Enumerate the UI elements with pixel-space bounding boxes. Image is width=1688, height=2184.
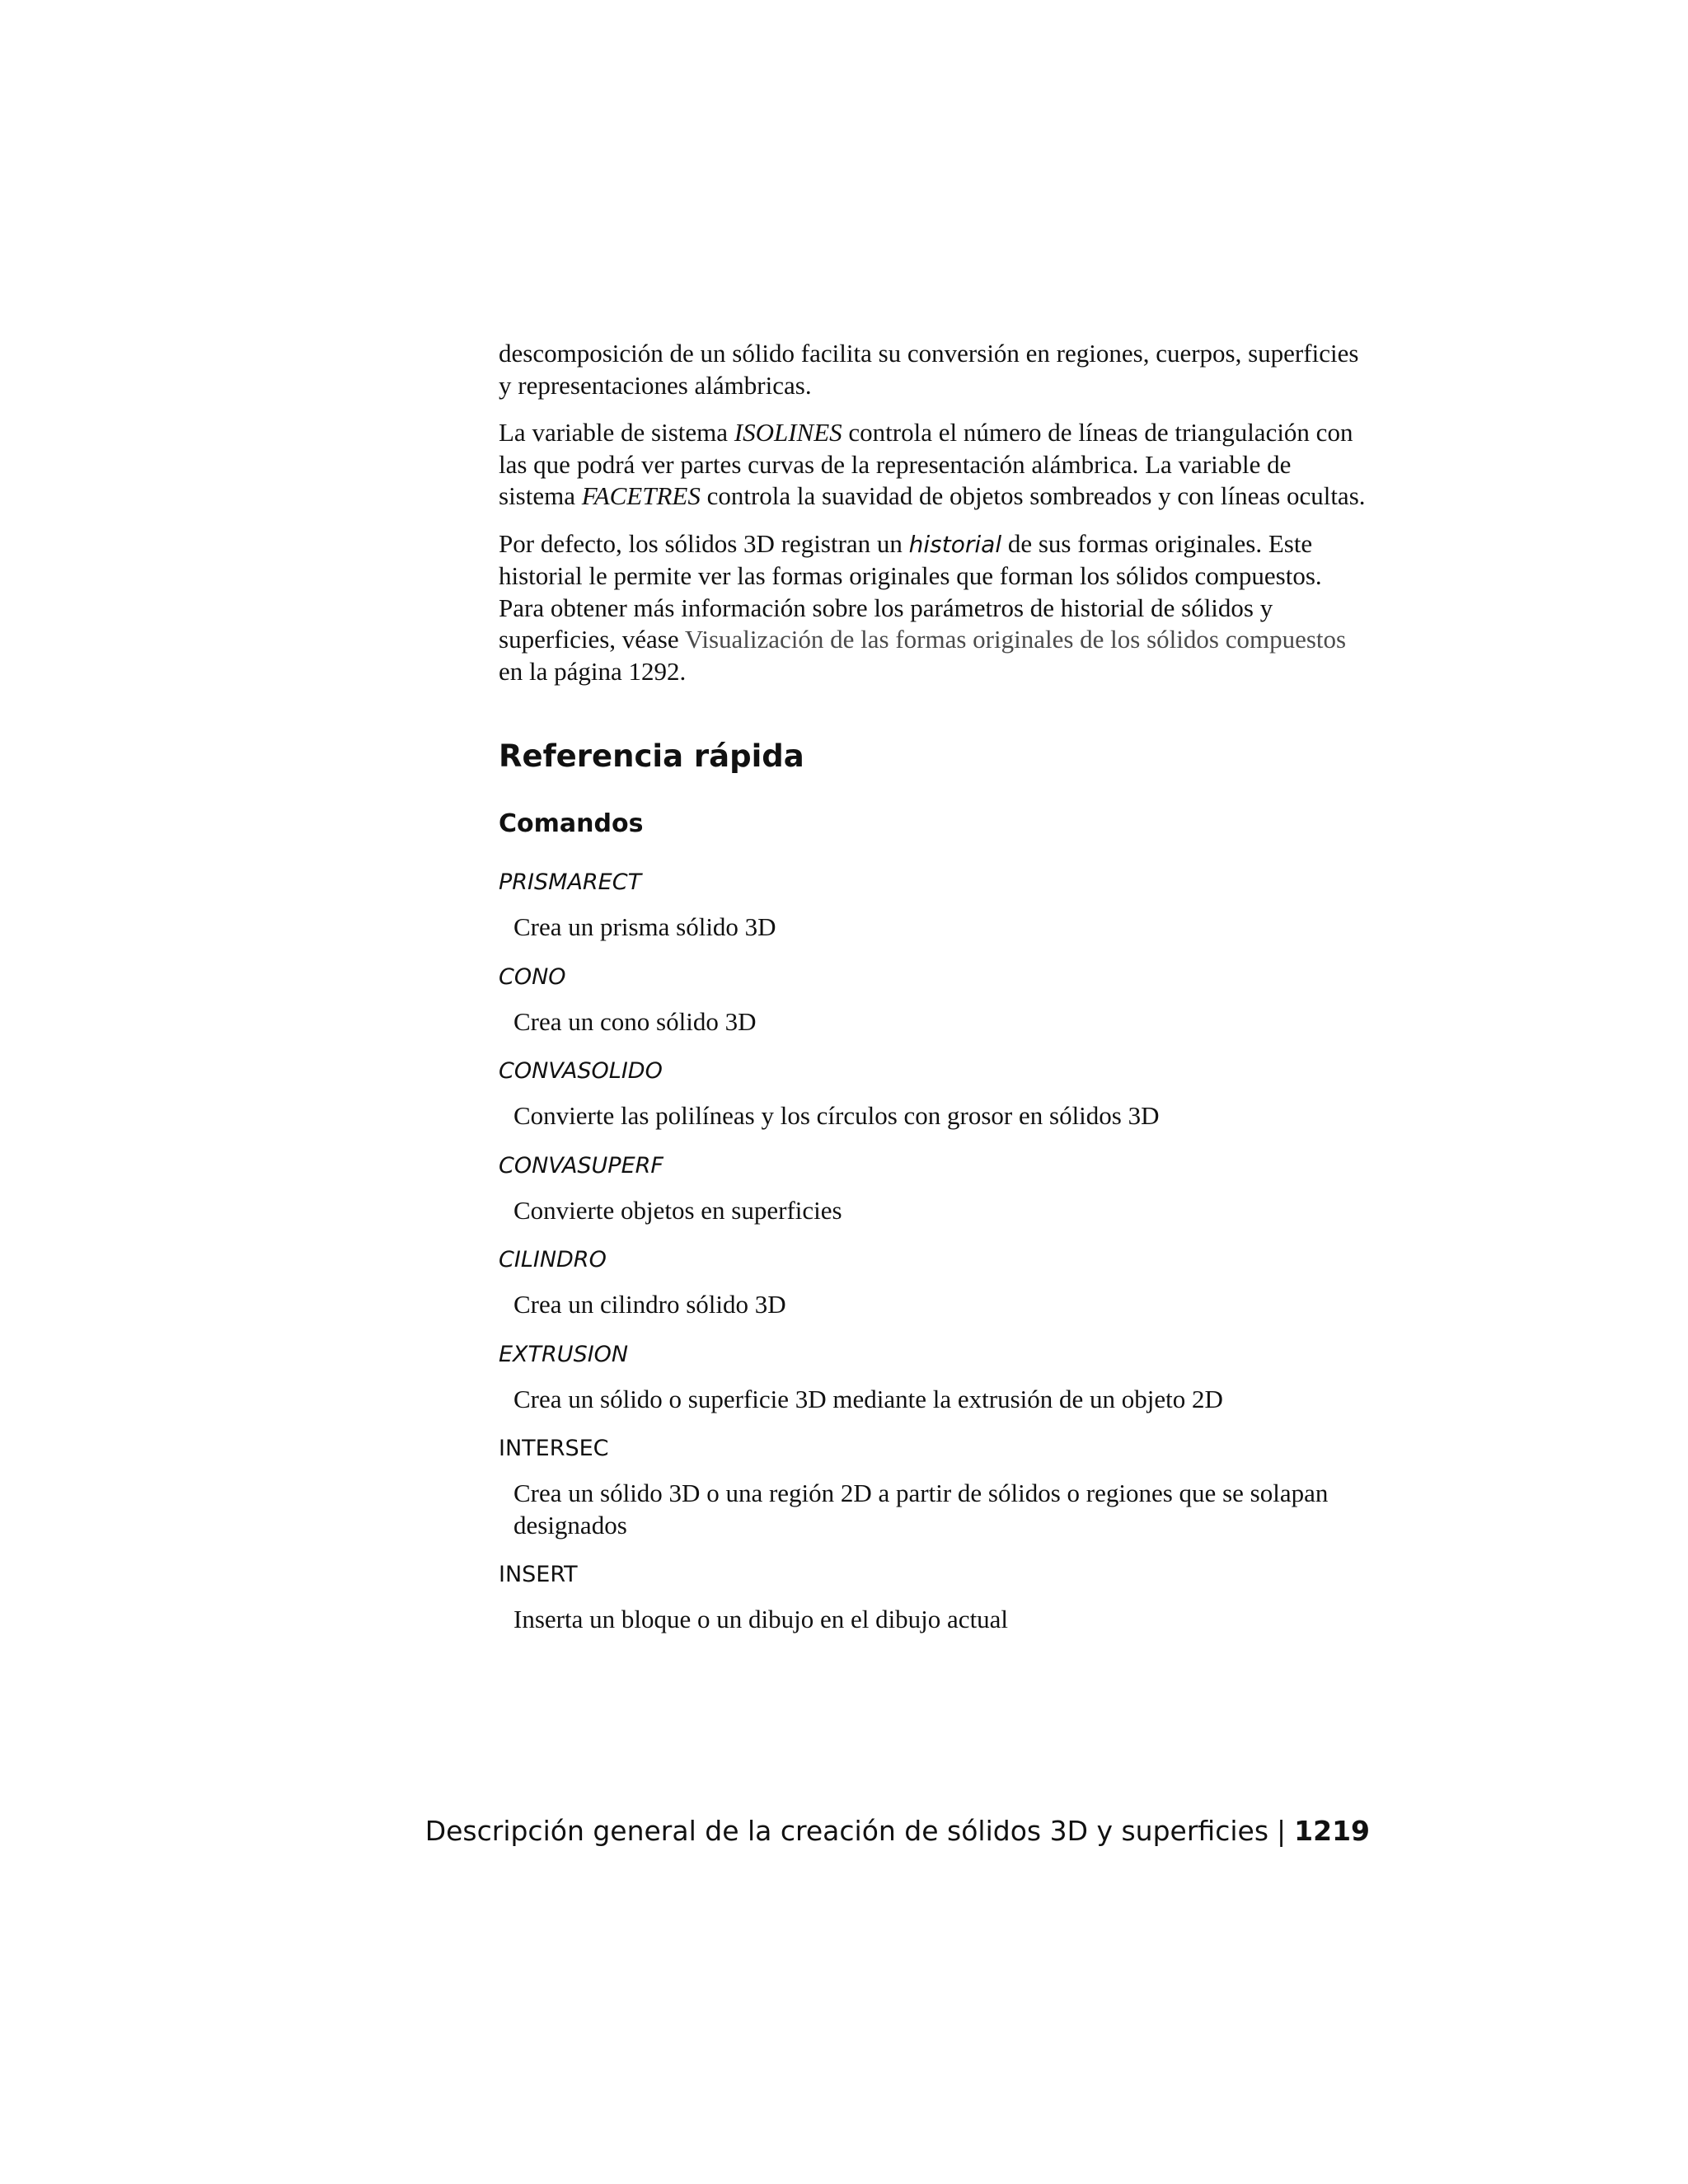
command-list: [499, 869, 1372, 1636]
command-name[interactable]: EXTRUSION: [499, 1341, 629, 1367]
command-item: [499, 1246, 1372, 1321]
subsection-heading: Comandos: [499, 809, 644, 838]
footer-separator: |: [1277, 1815, 1287, 1847]
page-number: 1219: [1294, 1815, 1370, 1847]
paragraph-decomposition: [499, 338, 1372, 401]
command-description: Inserta un bloque o un dibujo en el dibujo actual: [513, 1605, 1009, 1633]
section-heading: Referencia rápida: [499, 738, 804, 774]
command-item: [499, 963, 1372, 1038]
cross-reference-link[interactable]: Visualización de las formas originales de los sólidos compuestos: [684, 625, 1347, 654]
command-description: Convierte las polilíneas y los círculos con grosor en sólidos 3D: [513, 1101, 1160, 1130]
command-name[interactable]: INTERSEC: [499, 1436, 609, 1461]
command-item: [499, 869, 1372, 944]
paragraph-text: La variable de sistema: [499, 418, 734, 447]
paragraph-text: Por defecto, los sólidos 3D registran un: [499, 528, 909, 558]
command-item: [499, 1341, 1372, 1416]
paragraph-text: controla el número de líneas de triangulación con las que podrá ver partes curvas de la representación alámbrica. La variable de sistema: [499, 418, 1353, 510]
command-description: Crea un sólido 3D o una región 2D a partir de sólidos o regiones que se solapan designados: [513, 1479, 1329, 1540]
term-historial: historial: [908, 530, 1002, 558]
command-description: Crea un prisma sólido 3D: [513, 912, 776, 941]
page-content: [499, 338, 1372, 1656]
paragraph-text: de sus formas originales. Este historial le permite ver las formas originales que forman los sólidos compuestos. Para obtener más información sobre los parámetros de historial de sólidos y superficies, véase: [499, 528, 1322, 654]
command-name[interactable]: CONVASOLIDO: [499, 1058, 663, 1084]
command-name[interactable]: CONO: [499, 963, 566, 990]
command-name[interactable]: CILINDRO: [499, 1247, 607, 1272]
footer-title: Descripción general de la creación de sólidos 3D y superficies: [424, 1815, 1269, 1847]
command-item: [499, 1057, 1372, 1132]
command-item: [499, 1435, 1372, 1541]
paragraph-text: descomposición de un sólido facilita su conversión en regiones, cuerpos, superficies y representaciones alámbricas.: [499, 339, 1359, 400]
command-description: Crea un cilindro sólido 3D: [513, 1290, 786, 1319]
paragraph-isolines: [499, 417, 1372, 513]
command-item: [499, 1561, 1372, 1636]
paragraph-text: controla la suavidad de objetos sombreados y con líneas ocultas.: [700, 481, 1366, 510]
variable-isolines: ISOLINES: [734, 418, 842, 447]
variable-facetres: FACETRES: [581, 481, 701, 510]
command-item: [499, 1152, 1372, 1227]
command-description: Crea un sólido o superficie 3D mediante la extrusión de un objeto 2D: [513, 1384, 1223, 1413]
paragraph-text: en la página 1292.: [499, 656, 687, 686]
paragraph-history: [499, 528, 1372, 688]
command-name[interactable]: CONVASUPERF: [499, 1152, 663, 1179]
command-description: Crea un cono sólido 3D: [513, 1006, 757, 1036]
command-name[interactable]: INSERT: [499, 1562, 578, 1587]
command-description: Convierte objetos en superficies: [513, 1195, 842, 1225]
command-name[interactable]: PRISMARECT: [499, 869, 642, 895]
page-footer: [0, 1813, 1370, 1849]
